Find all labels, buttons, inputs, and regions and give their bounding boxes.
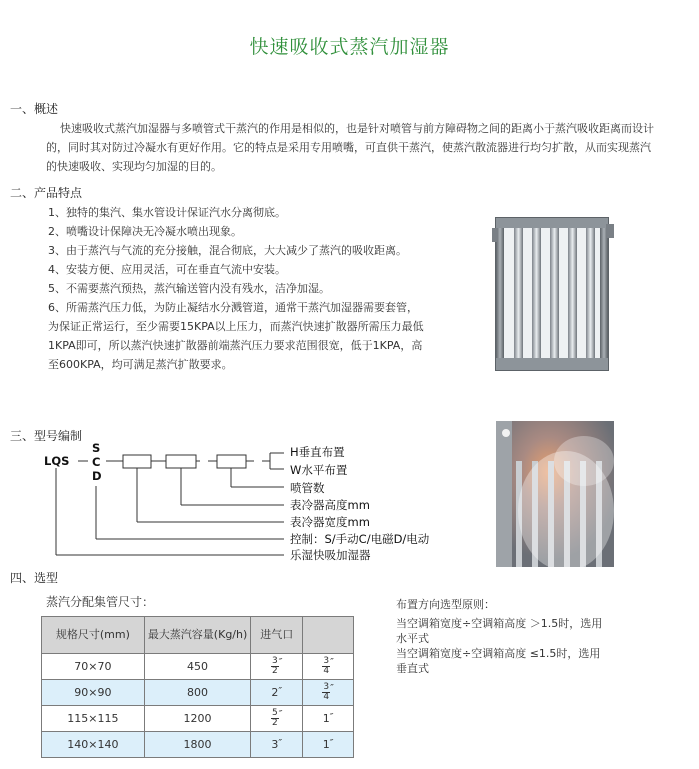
cell-size: 140×140 [42, 732, 145, 758]
model-code-diagram [40, 440, 290, 565]
model-heading: 三、型号编制 [10, 429, 83, 443]
cell-size: 115×115 [42, 706, 145, 732]
humidifier-frame-image [492, 212, 616, 376]
humidifier-installed-image [496, 421, 614, 567]
cell-outlet: $\frac{3}{4}$ ″ [303, 654, 354, 680]
principle-line: 垂直式 [396, 662, 429, 675]
cell-capacity: 1200 [144, 706, 251, 732]
cell-capacity: 1800 [144, 732, 251, 758]
principle-block [396, 616, 656, 676]
cell-size: 70×70 [42, 654, 145, 680]
label-vertical: H垂直布置 [290, 445, 345, 459]
feature-item: 4、安装方便、应用灵活，可在垂直气流中安装。 [48, 263, 286, 276]
principle-line: 水平式 [396, 632, 429, 645]
feature-item: 6、所需蒸汽压力低，为防止凝结水分溅管道，通常干蒸汽加湿器需要套管，为保证正常运行，至少需要15KPA以上压力，而蒸汽快速扩散器所需压力最低1KPA即可，所以蒸汽快速扩散器前端蒸汽压力要求范围很宽，低于1KPA，高至600KPA，均可满足蒸汽扩散要求。 [48, 301, 424, 371]
label-control: 控制：S/手动C/电磁D/电动 [290, 532, 430, 546]
cell-size: 90×90 [42, 680, 145, 706]
label-product: 乐湿快吸加湿器 [290, 548, 371, 562]
principle-line: 当空调箱宽度÷空调箱高度 ＞1.5时，选用 [396, 617, 603, 630]
feature-item: 1、独特的集汽、集水管设计保证汽水分离彻底。 [48, 206, 286, 219]
feature-item: 3、由于蒸汽与气流的充分接触，混合彻底，大大减少了蒸汽的吸收距离。 [48, 244, 407, 257]
page-title: 快速吸收式蒸汽加湿器 [249, 36, 450, 58]
control-letter-d: D [92, 469, 102, 483]
cell-outlet: 1″ [303, 732, 354, 758]
principle-line: 当空调箱宽度÷空调箱高度 ≤1.5时，选用 [396, 647, 601, 660]
cell-outlet: 1″ [303, 706, 354, 732]
cell-inlet: 3″ [251, 732, 303, 758]
overview-heading: 一、概述 [10, 102, 59, 116]
control-letter-s: S [92, 441, 101, 455]
cell-capacity: 800 [144, 680, 251, 706]
feature-item: 5、不需要蒸汽预热，蒸汽输送管内没有残水，洁净加湿。 [48, 282, 330, 295]
cell-capacity: 450 [144, 654, 251, 680]
label-coil-width: 表冷器宽度mm [290, 515, 370, 529]
cell-inlet: $\frac{3}{2}$ ″ [251, 654, 303, 680]
label-horizontal: W水平布置 [290, 463, 348, 477]
col-header-outlet [303, 617, 354, 654]
table-row [42, 706, 354, 732]
cell-inlet: $\frac{5}{2}$ ″ [251, 706, 303, 732]
cell-inlet: 2″ [251, 680, 303, 706]
table-row [42, 732, 354, 758]
overview-text: 快速吸收式蒸汽加湿器与多喷管式干蒸汽的作用是相似的，也是针对喷管与前方障碍物之间的距离小于蒸汽吸收距离而设计的，同时其对防过冷凝水有更好作用。它的特点是采用专用喷嘴，可直供干蒸汽，使蒸汽散流器进行均匀扩散，从而实现蒸汽的快速吸收、实现均匀加湿的目的。 [46, 122, 654, 173]
label-coil-height: 表冷器高度mm [290, 498, 370, 512]
table-row [42, 654, 354, 680]
feature-item: 2、喷嘴设计保障决无冷凝水喷出现象。 [48, 225, 242, 238]
col-header-capacity: 最大蒸汽容量(Kg/h) [144, 617, 251, 654]
selection-heading: 四、选型 [10, 571, 59, 585]
col-header-size: 规格尺寸(mm) [42, 617, 145, 654]
steam-header-size-table [41, 616, 354, 758]
col-header-inlet: 进气口 [251, 617, 303, 654]
table-title: 蒸汽分配集管尺寸： [46, 595, 155, 609]
features-list [48, 203, 428, 374]
label-nozzle-count: 喷管数 [290, 481, 325, 495]
model-prefix: LQS [44, 454, 70, 468]
principle-title: 布置方向选型原则： [396, 598, 495, 611]
features-heading: 二、产品特点 [10, 186, 83, 200]
table-row [42, 680, 354, 706]
control-letter-c: C [92, 455, 101, 469]
cell-outlet: $\frac{3}{4}$ ″ [303, 680, 354, 706]
